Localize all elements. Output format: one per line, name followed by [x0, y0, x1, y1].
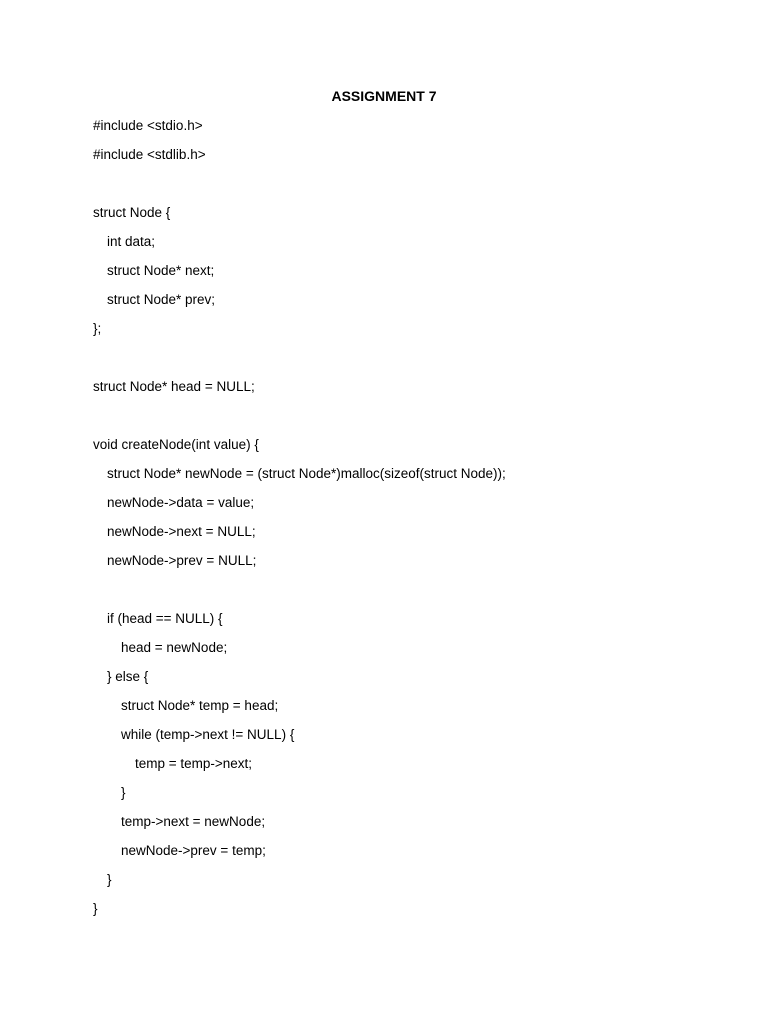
code-line: head = newNode;	[121, 640, 228, 655]
code-line: #include <stdlib.h>	[93, 147, 206, 162]
code-line: newNode->data = value;	[107, 495, 255, 510]
code-line: newNode->prev = NULL;	[107, 553, 257, 568]
code-line: newNode->next = NULL;	[107, 524, 256, 539]
code-line: struct Node {	[93, 205, 171, 220]
code-line: };	[93, 321, 102, 336]
code-line: struct Node* newNode = (struct Node*)malloc(sizeof(struct Node));	[107, 466, 506, 481]
code-line: struct Node* next;	[107, 263, 215, 278]
code-line: void createNode(int value) {	[93, 437, 259, 452]
code-line: }	[107, 872, 112, 887]
code-line: temp = temp->next;	[135, 756, 253, 771]
code-line: struct Node* prev;	[107, 292, 216, 307]
code-line: while (temp->next != NULL) {	[121, 727, 295, 742]
code-line: }	[121, 785, 126, 800]
code-line: }	[93, 901, 98, 916]
code-line: struct Node* head = NULL;	[93, 379, 255, 394]
code-line: if (head == NULL) {	[107, 611, 223, 626]
code-line: } else {	[107, 669, 149, 684]
code-block	[93, 116, 713, 928]
code-line: temp->next = newNode;	[121, 814, 266, 829]
code-line: struct Node* temp = head;	[121, 698, 279, 713]
blank-line	[93, 406, 713, 435]
code-line: int data;	[107, 234, 156, 249]
blank-line	[93, 580, 713, 609]
blank-line	[93, 348, 713, 377]
blank-line	[93, 174, 713, 203]
code-line: newNode->prev = temp;	[121, 843, 266, 858]
code-line: #include <stdio.h>	[93, 118, 203, 133]
document-title: ASSIGNMENT 7	[331, 88, 437, 104]
